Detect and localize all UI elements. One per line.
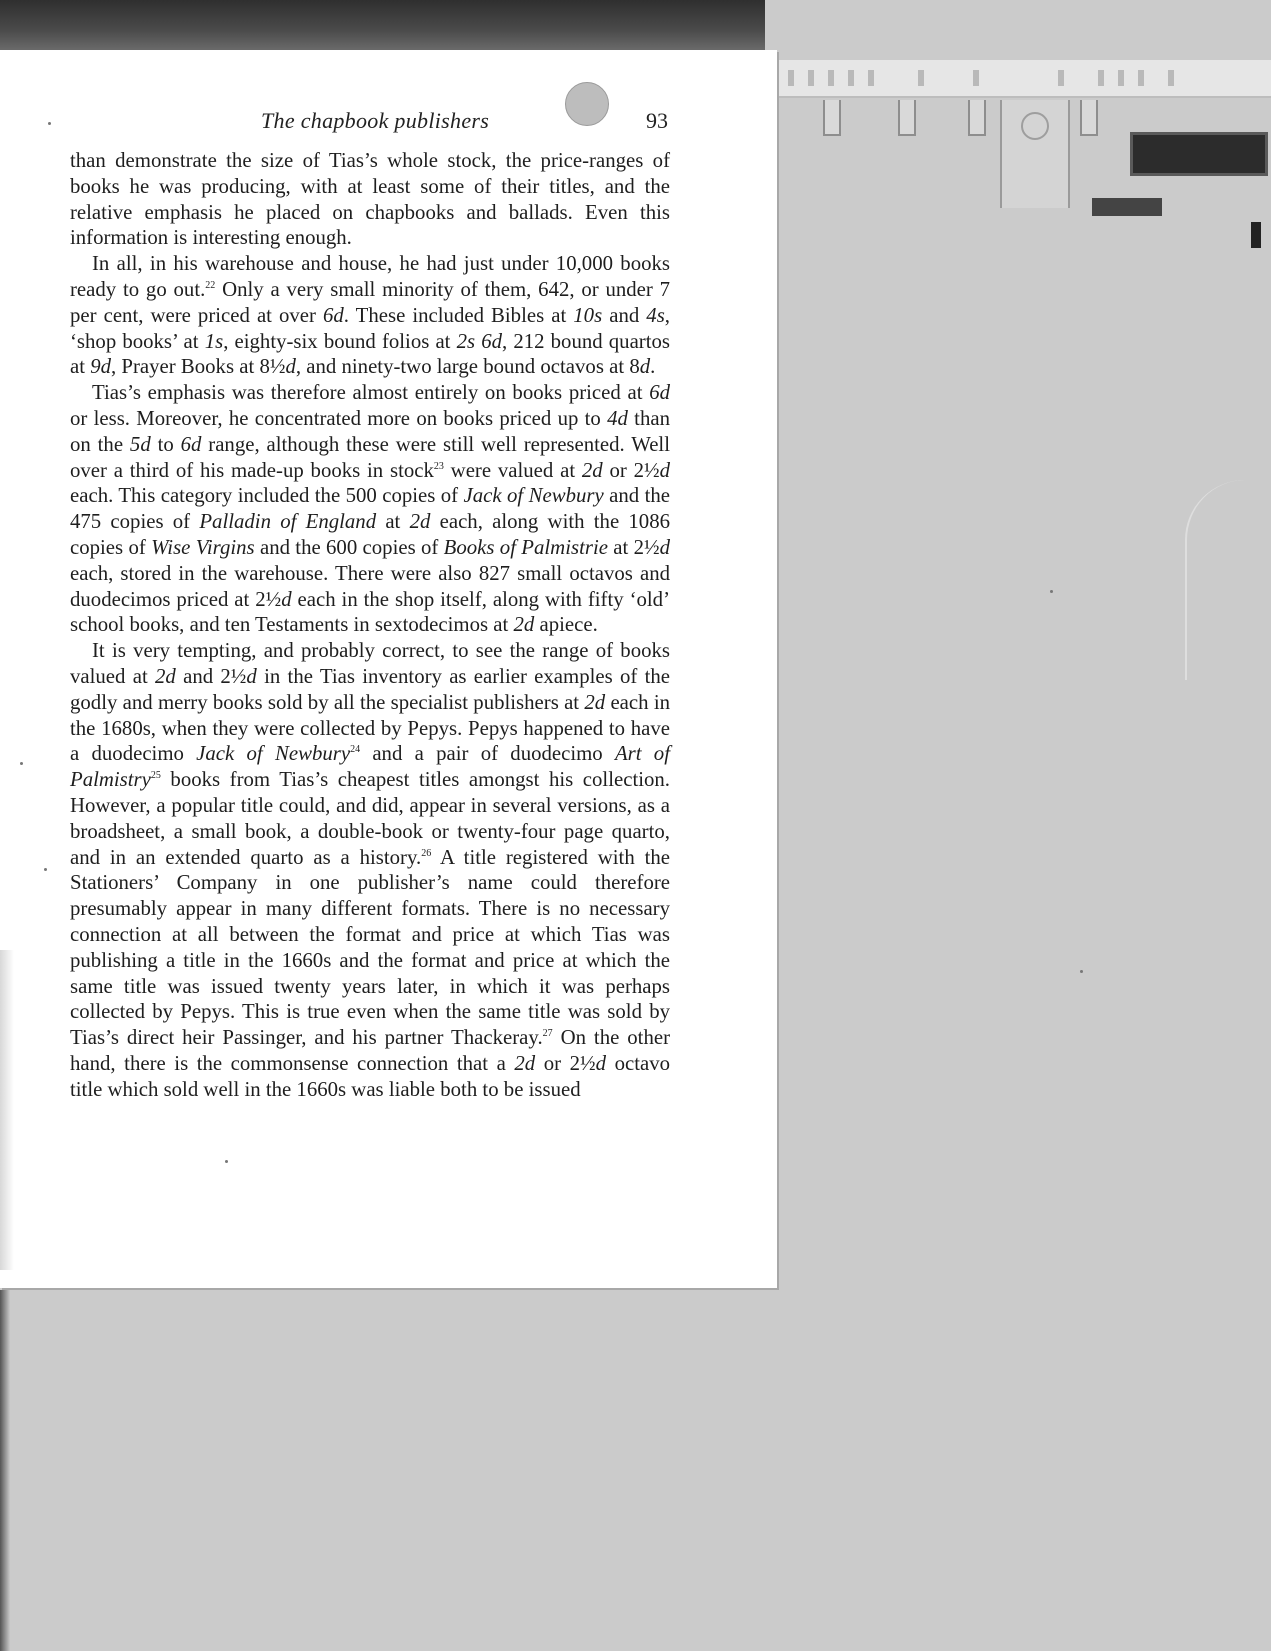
paragraph	[70, 251, 670, 380]
text-run: apiece.	[534, 613, 598, 637]
text-run: each, stored in the warehouse. There were also 827 small octavos and duodecimos priced at 2½	[70, 561, 670, 611]
paragraph	[70, 148, 670, 251]
text-run: than demonstrate the size of Tias’s whole stock, the price-ranges of books he was producing, with at least some of their titles, and the relative emphasis he placed on chapbooks and ballads. Even this information is interesting enough.	[70, 149, 670, 250]
rail-tab	[968, 100, 986, 136]
text-run: Only a very small minority of them, 642, or under 7 per cent, were priced at over	[70, 277, 670, 327]
italic-text: d	[659, 458, 671, 482]
rail-slot	[1168, 70, 1174, 86]
italic-text: 5d	[129, 432, 151, 456]
text-run: or 2½	[602, 458, 660, 482]
text-run: at 2½	[607, 535, 660, 559]
text-run: In all, in his warehouse and house, he had just under 10,000 books ready to go out.	[70, 252, 670, 301]
hinge-screw-icon	[1021, 112, 1049, 140]
text-run: each, along with the 1086 copies of	[70, 510, 670, 559]
text-run: . These included Bibles at	[343, 303, 574, 327]
text-run: and a pair of duodecimo	[360, 742, 615, 766]
italic-text: d	[285, 355, 296, 379]
text-run: books from Tias’s cheapest titles amongst his collection. However, a popular title could, and did, appear in several versions, as a broadsheet, a small book, a double-book or twenty-four page quarto, and in an extended quarto as a history.	[70, 768, 670, 869]
running-head	[68, 108, 668, 138]
footnote-ref: 25	[150, 770, 161, 782]
italic-text: d	[246, 664, 257, 688]
rail-tab	[898, 100, 916, 136]
text-run: or less. Moreover, he concentrated more on books priced up to	[70, 406, 608, 430]
text-run: each. This category included the 500 copies of	[70, 484, 464, 508]
rail-tab	[1080, 100, 1098, 136]
italic-text: 1s	[204, 329, 224, 353]
italic-text: 6d	[323, 303, 344, 327]
scan-speck	[20, 762, 23, 765]
italic-text: d	[639, 355, 651, 379]
scan-speck	[225, 1160, 228, 1163]
italic-text: Palladin of England	[199, 510, 377, 534]
rail-slot	[1058, 70, 1064, 86]
text-run: , Prayer Books at 8½	[111, 355, 286, 379]
book-page	[0, 50, 777, 1288]
text-run: On the other hand, there is the commonsense connection that a	[70, 1026, 670, 1075]
text-run: were valued at	[443, 458, 582, 482]
text-run: , ‘shop books’ at	[70, 303, 670, 353]
rail-slot	[788, 70, 794, 86]
rail-slot	[1098, 70, 1104, 86]
text-run: A title registered with the Stationers’ Company in one publisher’s name could therefore presumably appear in many different formats. There is no necessary connection at all between the format and price at which Tias was publishing a title in the 1660s and the format and price at which the same title was issued twenty years later, in which it was perhaps collected by Pepys. This is true even when the same title was sold by Tias’s direct heir Passinger, and his partner Thackeray.	[70, 845, 670, 1050]
rail-tab	[823, 100, 841, 136]
italic-text: d	[659, 535, 671, 559]
rail-slot	[973, 70, 979, 86]
footnote-ref: 26	[421, 847, 432, 859]
italic-text: 2d	[514, 1051, 536, 1075]
dust-speck	[1080, 970, 1083, 973]
italic-text: 9d	[90, 355, 112, 379]
text-run: range, although these were still well represented. Well over a third of his made-up books in stock	[70, 432, 670, 482]
text-run: octavo title which sold well in the 1660s was liable both to be issued	[70, 1051, 671, 1101]
page-number: 93	[646, 108, 668, 133]
text-run: each in the shop itself, along with fifty ‘old’ school books, and ten Testaments in sextodecimos at	[70, 587, 670, 637]
italic-text: 2d	[581, 458, 603, 482]
text-run: , 212 bound quartos at	[70, 329, 670, 379]
italic-text: 10s	[573, 303, 603, 327]
footnote-ref: 23	[433, 460, 444, 472]
text-run: , and ninety-two large bound octavos at 8	[295, 355, 640, 379]
body-text	[70, 148, 670, 1102]
scan-shadow	[0, 1290, 10, 1651]
text-run: than on the	[70, 406, 670, 456]
italic-text: Art of Palmistry	[70, 742, 670, 792]
italic-text: d	[595, 1051, 607, 1075]
scanner-top-edge	[0, 0, 765, 50]
footnote-ref: 24	[350, 744, 361, 756]
scanner-lid-rail	[768, 60, 1271, 98]
paragraph	[70, 380, 670, 638]
rail-slot	[1138, 70, 1144, 86]
footnote-ref: 27	[542, 1028, 553, 1040]
text-run: each in the 1680s, when they were collected by Pepys. Pepys happened to have a duodecimo	[70, 690, 670, 766]
text-run: to	[150, 432, 181, 456]
text-run: and	[602, 303, 647, 327]
rail-slot	[868, 70, 874, 86]
italic-text: 2d	[155, 664, 176, 688]
rail-slot	[808, 70, 814, 86]
footnote-ref: 22	[205, 279, 216, 291]
italic-text: Books of Palmistrie	[443, 535, 608, 559]
rail-slot	[848, 70, 854, 86]
text-run: , eighty-six bound folios at	[223, 329, 457, 353]
text-run: .	[650, 355, 656, 379]
italic-text: 2d	[409, 510, 431, 534]
rail-slot	[828, 70, 834, 86]
italic-text: 4s	[646, 303, 665, 327]
dust-speck	[1050, 590, 1053, 593]
scan-speck	[44, 868, 47, 871]
rail-slot	[918, 70, 924, 86]
scanner-latch	[1092, 198, 1162, 216]
rail-slot	[1118, 70, 1124, 86]
text-run: and 2½	[175, 664, 247, 688]
scanner-sensor	[1130, 132, 1268, 176]
italic-text: 4d	[607, 406, 628, 430]
scan-speck	[48, 122, 51, 125]
text-run: and the 600 copies of	[254, 535, 444, 559]
text-run: in the Tias inventory as earlier examples of the godly and merry books sold by all the specialist publishers at	[70, 664, 670, 714]
scanner-edge-mark	[1251, 222, 1261, 248]
italic-text: 2s 6d	[456, 329, 502, 353]
italic-text: 6d	[649, 381, 670, 405]
italic-text: 2d	[513, 613, 535, 637]
text-run: Tias’s emphasis was therefore almost entirely on books priced at	[92, 381, 650, 405]
scanner-hinge	[1000, 100, 1070, 208]
text-run: It is very tempting, and probably correct, to see the range of books valued at	[70, 639, 670, 688]
italic-text: 2d	[584, 690, 606, 714]
italic-text: 6d	[180, 432, 202, 456]
text-run: or 2½	[535, 1051, 596, 1075]
italic-text: Jack of Newbury	[196, 742, 351, 766]
italic-text: Jack of Newbury	[463, 484, 604, 508]
italic-text: d	[281, 587, 292, 611]
running-title: The chapbook publishers	[261, 108, 490, 133]
paragraph	[70, 638, 670, 1102]
text-run: at	[376, 510, 410, 534]
italic-text: Wise Virgins	[151, 535, 255, 559]
glass-scratch	[1185, 480, 1247, 680]
text-run: and the 475 copies of	[70, 484, 670, 534]
page-edge-shadow	[0, 950, 14, 1270]
